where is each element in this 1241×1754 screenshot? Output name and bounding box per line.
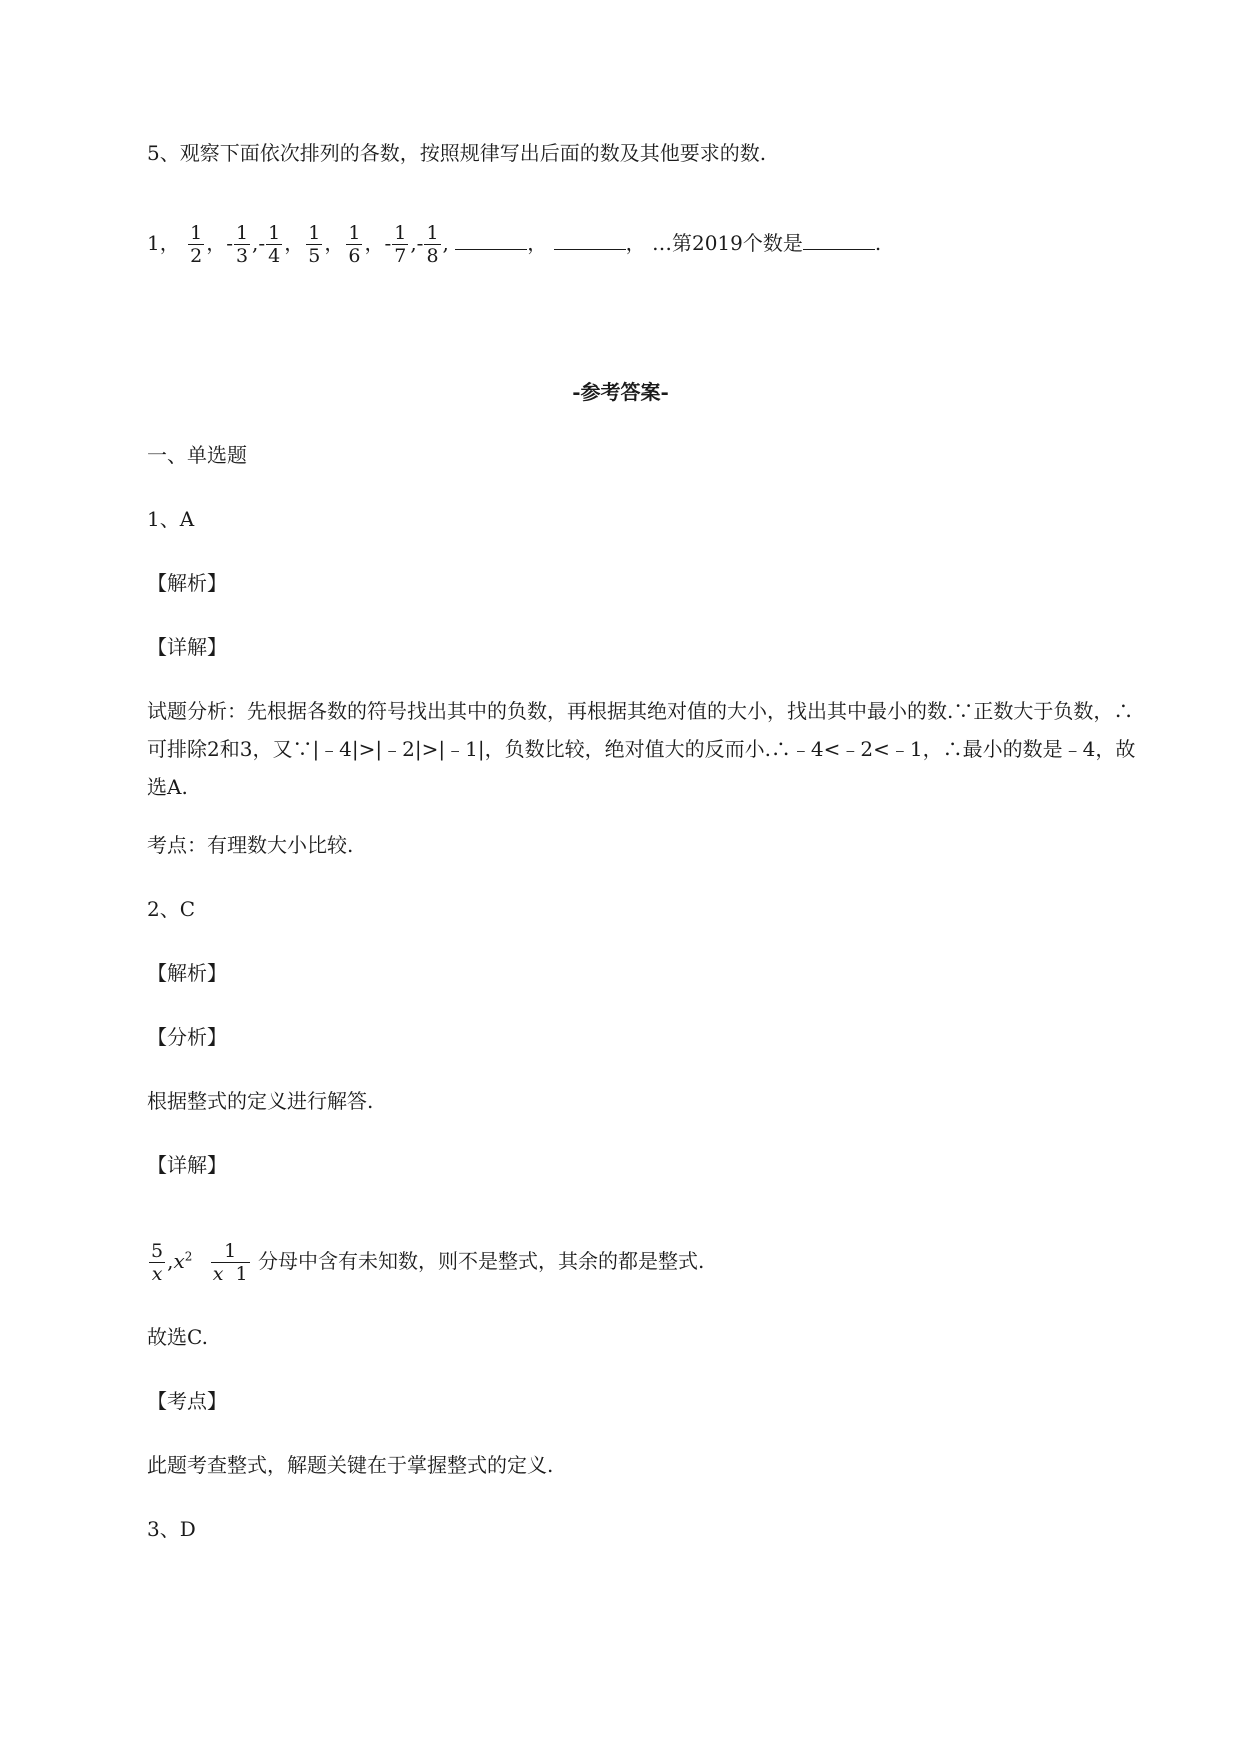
- sequence-fraction: $\frac{1}{6}$ ，: [348, 222, 385, 267]
- sequence-line: 1， $\frac{1}{2}$ ，- $\frac{1}{3}$ ,- $\frac{1}{4}$ ， $\frac{1}{5}$ ， $\frac{1}{6}$ ，- $\frac{1}{7}$ ,- $\frac{1}{8}$ , ， ， …第2019个数是 .: [147, 222, 882, 267]
- seq-tail: …第2019个数是: [651, 231, 803, 255]
- answer-2-fenxi: 根据整式的定义进行解答.: [147, 1089, 374, 1113]
- math-frac-1-over-x-1: $\frac{1}{x 1}$: [212, 1240, 248, 1285]
- section-heading: 一、单选题: [147, 443, 247, 467]
- analysis-label: 【解析】: [147, 571, 227, 595]
- detail-label-2: 【详解】: [147, 1153, 227, 1177]
- analysis-label-2: 【解析】: [147, 961, 227, 985]
- sequence-fraction: - $\frac{1}{8}$ ,: [416, 222, 449, 267]
- answer-blank-2[interactable]: [554, 227, 626, 250]
- answer-2-topic: 此题考查整式，解题关键在于掌握整式的定义.: [147, 1453, 554, 1477]
- answer-blank-3[interactable]: [803, 227, 875, 250]
- fraction-list: [186, 222, 449, 267]
- detail-label: 【详解】: [147, 635, 227, 659]
- sequence-fraction: - $\frac{1}{7}$ ,: [384, 222, 417, 267]
- answer-2-choice: 故选C.: [147, 1325, 208, 1349]
- answer-title: -参考答案-: [572, 380, 669, 404]
- question-5-prompt: 5、观察下面依次排列的各数，按照规律写出后面的数及其他要求的数.: [147, 141, 767, 165]
- seq-first: 1，: [147, 231, 180, 255]
- answer-blank-1[interactable]: [455, 227, 527, 250]
- topic-label: 【考点】: [147, 1389, 227, 1413]
- sequence-fraction: $\frac{1}{2}$ ，: [190, 222, 227, 267]
- answer-1-explanation: 试题分析：先根据各数的符号找出其中的负数，再根据其绝对值的大小，找出其中最小的数.∵正数大于负数，∴可排除2和3，又∵|﹣4|>|﹣2|>|﹣1|，负数比较，绝对值大的反而小.∴﹣4<﹣2<﹣1，∴最小的数是﹣4，故选A.: [147, 699, 1136, 799]
- fenxi-label: 【分析】: [147, 1025, 227, 1049]
- answer-2: 2、C: [147, 897, 196, 921]
- answer-3: 3、D: [147, 1517, 196, 1541]
- answer-1: 1、A: [147, 507, 195, 531]
- answer-2-math: $\frac{5}{x}$ $,x^2$ $\frac{1}{x 1}$ 分母中含有未知数，则不是整式，其余的都是整式.: [151, 1240, 705, 1285]
- answer-1-topic: 考点：有理数大小比较.: [147, 833, 354, 857]
- answer-2-math-text: 分母中含有未知数，则不是整式，其余的都是整式.: [257, 1249, 705, 1273]
- sequence-fraction: $\frac{1}{5}$ ，: [308, 222, 345, 267]
- sequence-fraction: - $\frac{1}{3}$ ,: [226, 222, 259, 267]
- sequence-fraction: - $\frac{1}{4}$ ，: [258, 222, 305, 267]
- math-frac-5-over-x: $\frac{5}{x}$: [151, 1240, 164, 1285]
